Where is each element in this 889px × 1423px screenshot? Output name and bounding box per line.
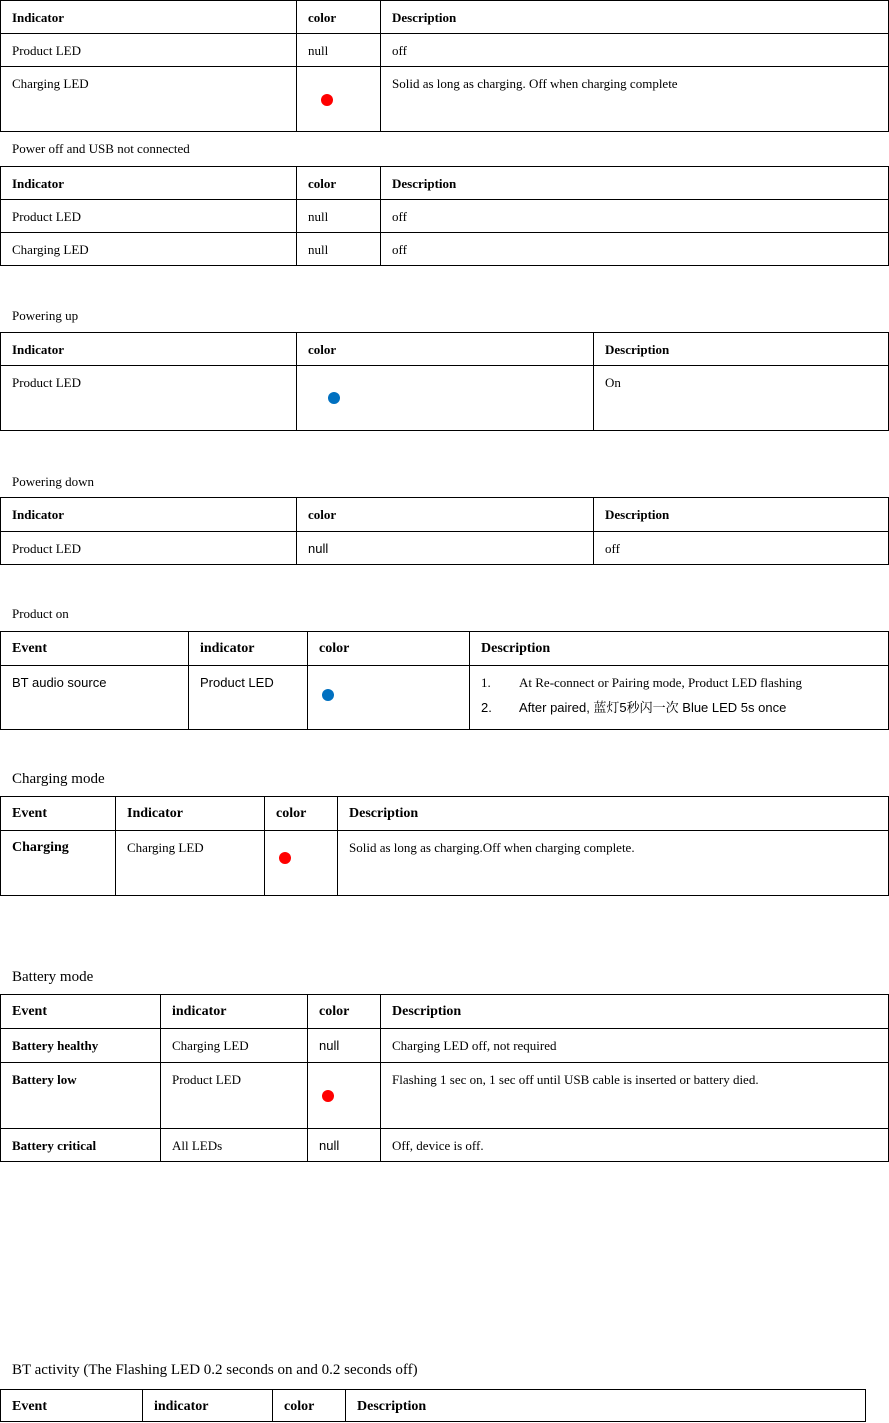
header-event: Event bbox=[1, 995, 161, 1029]
red-led-dot-icon bbox=[279, 852, 291, 864]
cell-description: Flashing 1 sec on, 1 sec off until USB cable is inserted or battery died. bbox=[381, 1063, 889, 1129]
header-indicator: indicator bbox=[161, 995, 308, 1029]
cell-description: off bbox=[381, 233, 889, 266]
table-header-row bbox=[1, 995, 889, 1029]
table-header-row bbox=[1, 797, 889, 831]
cell-color: null bbox=[297, 34, 381, 67]
cell-indicator: Product LED bbox=[1, 34, 297, 67]
cell-color: null bbox=[297, 532, 594, 565]
cell-description: Solid as long as charging. Off when charging complete bbox=[381, 67, 889, 132]
header-indicator: Indicator bbox=[1, 1, 297, 34]
cell-description: Solid as long as charging.Off when charging complete. bbox=[338, 831, 889, 896]
header-indicator: indicator bbox=[189, 632, 308, 666]
cell-event: Battery healthy bbox=[1, 1029, 161, 1063]
table-battery-mode bbox=[0, 994, 889, 1162]
header-color: color bbox=[297, 1, 381, 34]
cell-description: Off, device is off. bbox=[381, 1129, 889, 1162]
section-title-bt-activity: BT activity (The Flashing LED 0.2 seconds on and 0.2 seconds off) bbox=[12, 1362, 418, 1378]
table-bt-activity bbox=[0, 1389, 866, 1422]
header-indicator: Indicator bbox=[1, 167, 297, 200]
table-row bbox=[1, 366, 889, 431]
list-item bbox=[481, 700, 877, 716]
list-number: 2. bbox=[481, 700, 492, 715]
header-description: Description bbox=[594, 498, 889, 532]
table-header-row bbox=[1, 1, 889, 34]
table-row bbox=[1, 67, 889, 132]
table-powering-up bbox=[0, 332, 889, 431]
cell-indicator: Charging LED bbox=[161, 1029, 308, 1063]
cell-color: null bbox=[308, 1129, 381, 1162]
table-row bbox=[1, 200, 889, 233]
red-led-dot-icon bbox=[321, 94, 333, 106]
cell-indicator: Product LED bbox=[161, 1063, 308, 1129]
table-row bbox=[1, 532, 889, 565]
cell-description: Charging LED off, not required bbox=[381, 1029, 889, 1063]
cell-indicator: Charging LED bbox=[1, 233, 297, 266]
table-charging-mode bbox=[0, 796, 889, 896]
cell-color bbox=[265, 831, 338, 896]
cell-indicator: Product LED bbox=[189, 666, 308, 730]
table-power-off bbox=[0, 166, 889, 266]
table-header-row bbox=[1, 632, 889, 666]
header-color: color bbox=[308, 995, 381, 1029]
cell-description: off bbox=[594, 532, 889, 565]
cell-indicator: Product LED bbox=[1, 366, 297, 431]
section-title-powering-down: Powering down bbox=[12, 474, 94, 489]
cell-color bbox=[308, 666, 470, 730]
table-row bbox=[1, 34, 889, 67]
cell-indicator: Product LED bbox=[1, 200, 297, 233]
cell-description: off bbox=[381, 34, 889, 67]
cell-indicator: All LEDs bbox=[161, 1129, 308, 1162]
blue-led-dot-icon bbox=[328, 392, 340, 404]
table-row bbox=[1, 1029, 889, 1063]
header-description: Description bbox=[381, 995, 889, 1029]
header-color: color bbox=[297, 498, 594, 532]
list-text: After paired, 蓝灯5秒闪一次 Blue LED 5s once bbox=[519, 700, 787, 715]
header-indicator: Indicator bbox=[1, 498, 297, 532]
section-title-charging-mode: Charging mode bbox=[12, 771, 105, 787]
header-description: Description bbox=[346, 1390, 866, 1422]
cell-description: off bbox=[381, 200, 889, 233]
table-top bbox=[0, 0, 889, 132]
cell-event: Battery critical bbox=[1, 1129, 161, 1162]
list-item bbox=[481, 675, 877, 691]
list-number: 1. bbox=[481, 675, 491, 690]
header-color: color bbox=[297, 167, 381, 200]
cell-color bbox=[297, 67, 381, 132]
header-indicator: indicator bbox=[143, 1390, 273, 1422]
header-description: Description bbox=[338, 797, 889, 831]
cell-event: Battery low bbox=[1, 1063, 161, 1129]
section-title-power-off: Power off and USB not connected bbox=[12, 141, 190, 156]
list-text: At Re-connect or Pairing mode, Product LED flashing bbox=[519, 675, 803, 690]
table-row bbox=[1, 233, 889, 266]
header-event: Event bbox=[1, 797, 116, 831]
cell-indicator: Product LED bbox=[1, 532, 297, 565]
header-event: Event bbox=[1, 632, 189, 666]
section-title-powering-up: Powering up bbox=[12, 308, 79, 323]
header-color: color bbox=[308, 632, 470, 666]
header-event: Event bbox=[1, 1390, 143, 1422]
header-indicator: Indicator bbox=[116, 797, 265, 831]
header-color: color bbox=[273, 1390, 346, 1422]
cell-color bbox=[308, 1063, 381, 1129]
header-description: Description bbox=[381, 167, 889, 200]
cell-indicator: Charging LED bbox=[116, 831, 265, 896]
cell-event: BT audio source bbox=[1, 666, 189, 730]
table-header-row bbox=[1, 167, 889, 200]
table-row bbox=[1, 831, 889, 896]
cell-description bbox=[470, 666, 889, 730]
cell-color: null bbox=[297, 200, 381, 233]
table-product-on bbox=[0, 631, 889, 730]
cell-color bbox=[297, 366, 594, 431]
table-powering-down bbox=[0, 497, 889, 565]
header-color: color bbox=[265, 797, 338, 831]
section-title-product-on: Product on bbox=[12, 606, 69, 621]
cell-event: Charging bbox=[1, 831, 116, 896]
section-title-battery-mode: Battery mode bbox=[12, 969, 94, 985]
cell-indicator: Charging LED bbox=[1, 67, 297, 132]
table-header-row bbox=[1, 333, 889, 366]
header-color: color bbox=[297, 333, 594, 366]
header-description: Description bbox=[594, 333, 889, 366]
table-row bbox=[1, 1129, 889, 1162]
table-header-row bbox=[1, 498, 889, 532]
red-led-dot-icon bbox=[322, 1090, 334, 1102]
table-row bbox=[1, 666, 889, 730]
header-description: Description bbox=[381, 1, 889, 34]
table-header-row bbox=[1, 1390, 866, 1422]
cell-color: null bbox=[297, 233, 381, 266]
blue-led-dot-icon bbox=[322, 689, 334, 701]
table-row bbox=[1, 1063, 889, 1129]
cell-color: null bbox=[308, 1029, 381, 1063]
header-description: Description bbox=[470, 632, 889, 666]
cell-description: On bbox=[594, 366, 889, 431]
header-indicator: Indicator bbox=[1, 333, 297, 366]
